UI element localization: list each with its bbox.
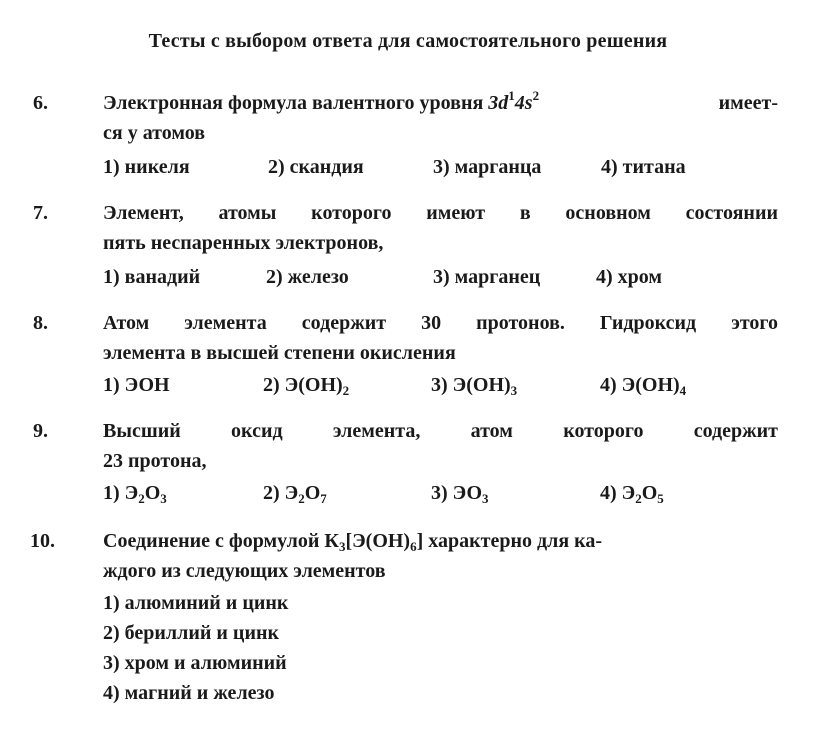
stem-text: [Э(ОН) [345, 530, 411, 552]
option-text: О [641, 482, 658, 504]
option-subscript: 5 [657, 491, 664, 506]
answer-option-2[interactable]: 2) скандия [268, 156, 364, 178]
question-number: 10. [30, 530, 55, 552]
option-text: 4) Э [600, 482, 636, 504]
stem-line-1 [103, 88, 778, 118]
option-subscript: 2 [635, 491, 642, 506]
option-subscript: 7 [320, 491, 327, 506]
answer-option-3[interactable] [431, 374, 517, 397]
formula-superscript: 1 [508, 88, 515, 103]
option-text: О [304, 482, 321, 504]
stem-line-1: Элемент, атомы которого имеют в основном состоянии [103, 202, 778, 224]
question-number: 7. [33, 202, 48, 224]
option-subscript: 3 [510, 383, 518, 398]
stem-line-2: 23 протона, [103, 450, 207, 472]
answer-option-3[interactable] [431, 482, 489, 505]
stem-line-1: Высший оксид элемента, атом которого содержит [103, 420, 778, 442]
formula-part: 4s [514, 92, 533, 114]
answer-option-4[interactable]: 4) хром [596, 266, 663, 288]
page-title: Тесты с выбором ответа для самостоятельного решения [148, 30, 668, 52]
answer-option-3[interactable]: 3) хром и алюминий [103, 652, 287, 674]
question-stem [103, 88, 778, 148]
option-subscript: 2 [342, 383, 350, 398]
stem-text: Электронная формула валентного уровня [103, 92, 489, 114]
answer-option-2[interactable]: 2) железо [266, 266, 349, 288]
answer-option-4[interactable]: 4) магний и железо [103, 682, 275, 704]
option-text: 1) Э [103, 482, 139, 504]
option-subscript: 2 [138, 491, 145, 506]
option-subscript: 3 [160, 491, 167, 506]
option-text: 2) Э(ОН) [263, 374, 343, 396]
option-subscript: 4 [679, 383, 687, 398]
question-stem [103, 198, 778, 258]
answer-option-1[interactable]: 1) ванадий [103, 266, 201, 288]
stem-line-2: пять неспаренных электронов, [103, 232, 384, 254]
question-number: 6. [33, 92, 48, 114]
answer-option-1[interactable]: 1) алюминий и цинк [103, 592, 289, 614]
option-text: 3) Э(ОН) [431, 374, 511, 396]
formula-subscript: 3 [338, 539, 346, 554]
answer-option-4[interactable]: 4) титана [601, 156, 686, 178]
question-stem [103, 526, 778, 586]
option-text: 3) ЭО [431, 482, 483, 504]
stem-line-2: элемента в высшей степени окисления [103, 342, 456, 364]
formula-subscript: 6 [410, 539, 417, 554]
option-text: 4) Э(ОН) [600, 374, 680, 396]
answer-option-2[interactable] [263, 374, 349, 397]
answer-option-1[interactable] [103, 482, 167, 505]
stem-line-2: ждого из следующих элементов [103, 560, 386, 582]
stem-line-1: Атом элемента содержит 30 протонов. Гидроксид этого [103, 312, 778, 334]
answer-option-3[interactable]: 3) марганец [433, 266, 541, 288]
option-subscript: 2 [298, 491, 305, 506]
stem-text: ] характерно для ка- [416, 530, 603, 552]
stem-line-2: ся у атомов [103, 122, 206, 144]
question-stem [103, 308, 778, 368]
stem-text: имеет- [718, 92, 778, 114]
question-stem [103, 416, 778, 476]
question-number: 9. [33, 420, 48, 442]
answer-option-4[interactable] [600, 374, 686, 397]
option-subscript: 3 [482, 491, 489, 506]
answer-option-4[interactable] [600, 482, 664, 505]
option-text: О [144, 482, 161, 504]
formula-part: 3d [488, 92, 509, 114]
formula-superscript: 2 [532, 88, 540, 103]
answer-option-3[interactable]: 3) марганца [433, 156, 542, 178]
question-number: 8. [33, 312, 48, 334]
answer-option-1[interactable]: 1) никеля [103, 156, 190, 178]
stem-text: Соединение с формулой К [103, 530, 339, 552]
option-text: 1) ЭОН [103, 374, 170, 396]
answer-option-1[interactable] [103, 374, 170, 397]
stem-line-1 [103, 526, 778, 556]
answer-option-2[interactable] [263, 482, 327, 505]
option-text: 2) Э [263, 482, 299, 504]
answer-option-2[interactable]: 2) бериллий и цинк [103, 622, 280, 644]
